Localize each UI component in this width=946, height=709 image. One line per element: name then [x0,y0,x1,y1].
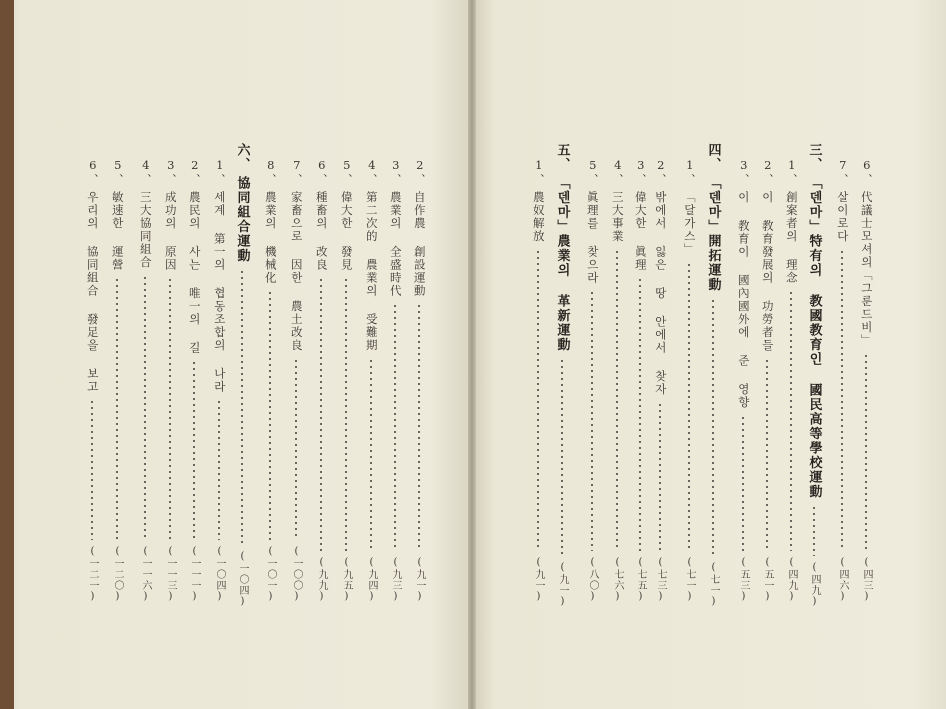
toc-entry [184,158,204,603]
toc-entry [832,158,852,603]
entry-number: 2、 [653,158,668,187]
entry-title: 眞理를 찾으라 [585,190,600,284]
dot-leader [370,358,372,552]
entry-title: 偉大한 發見 [339,190,354,271]
toc-entry [650,158,670,603]
toc-entry [781,158,801,603]
entry-title: 세계 第一의 협동조합의 나라 [212,190,227,393]
entry-title: 農業의 機械化 [263,190,278,284]
toc-entry [607,158,627,603]
entry-number: 6、 [85,158,100,187]
entry-page-number: (一一一) [189,546,200,603]
entry-title: 農業의 全盛時代 [388,190,403,297]
toc-section [803,143,825,608]
toc-entry [361,158,381,603]
entry-page-number: (四九) [786,557,797,603]
entry-number: 7、 [835,158,850,187]
entry-page-number: (一〇四) [214,546,225,603]
toc-section [231,143,253,608]
book-gutter [468,0,476,709]
entry-number: 6、 [314,158,329,187]
entry-page-number: (一〇四) [237,551,248,608]
entry-number: 5、 [339,158,354,187]
toc-entry [582,158,602,603]
dot-leader [688,262,690,552]
entry-title: 「덴마」特有의 教國教育인 國民高等學校運動 [806,176,822,499]
entry-title: 協同組合運動 [234,176,250,263]
entry-page-number: (四九) [809,562,820,608]
entry-number: 六、 [234,143,250,172]
entry-title: 이 教育이 國內國外에 준 영향 [736,190,751,409]
entry-number: 7、 [289,158,304,187]
entry-number: 2、 [760,158,775,187]
dot-leader [616,249,618,552]
entry-number: 5、 [110,158,125,187]
entry-page-number: (七六) [612,557,623,603]
entry-title: 種畜의 改良 [314,190,329,271]
left-page [0,0,472,709]
dot-leader [561,358,563,556]
toc-entry [385,158,405,603]
entry-title: 「달가스」 [682,190,697,256]
entry-page-number: (四三) [861,557,872,603]
dot-leader [742,415,744,552]
book-edge [0,0,14,709]
toc-entry [135,158,155,603]
dot-leader [116,277,118,540]
dot-leader [813,505,815,556]
entry-page-number: (九四) [366,557,377,603]
entry-title: 「덴마」開拓運動 [705,176,721,292]
entry-number: 4、 [364,158,379,187]
dot-leader [591,290,593,551]
entry-page-number: (一二〇) [112,546,123,603]
toc-entry [409,158,429,603]
entry-title: 代議士모셔의「그룬드비」 [859,190,874,347]
dot-leader [394,303,396,551]
entry-title: 成功의 原因 [163,190,178,271]
toc-section [702,143,724,608]
entry-number: 1、 [784,158,799,187]
dot-leader [320,277,322,551]
dot-leader [241,269,243,545]
entry-page-number: (九五) [341,557,352,603]
entry-number: 1、 [682,158,697,187]
entry-page-number: (五一) [762,557,773,603]
entry-title: 第二次的 農業의 受難期 [364,190,379,352]
entry-number: 四、 [705,143,721,172]
entry-title: 農民의 사는 唯一의 길 [187,190,202,354]
dot-leader [639,277,641,551]
entry-number: 3、 [163,158,178,187]
dot-leader [295,358,297,541]
entry-title: 이 教育發展의 功勞者들 [760,190,775,352]
entry-page-number: (一〇一) [265,546,276,603]
entry-page-number: (五三) [738,557,749,603]
dot-leader [537,249,539,552]
entry-page-number: (一二一) [87,546,98,603]
dot-leader [712,298,714,556]
dot-leader [345,277,347,551]
entry-number: 3、 [633,158,648,187]
entry-page-number: (七三) [655,557,666,603]
entry-number: 五、 [554,143,570,172]
toc-entry [336,158,356,603]
entry-page-number: (九三) [390,557,401,603]
entry-page-number: (一〇〇) [291,546,302,603]
entry-page-number: (九一) [414,557,425,603]
dot-leader [269,290,271,540]
entry-number: 8、 [263,158,278,187]
dot-leader [841,249,843,552]
entry-page-number: (一一三) [165,546,176,603]
entry-number: 4、 [610,158,625,187]
dot-leader [659,402,661,552]
entry-number: 1、 [212,158,227,187]
dot-leader [790,290,792,551]
entry-page-number: (四六) [837,557,848,603]
toc-entry [311,158,331,603]
entry-title: 三大事業 [610,190,625,243]
dot-leader [766,358,768,552]
toc-entry [260,158,280,603]
toc-section [551,143,573,608]
entry-title: 우리의 協同組合 發足을 보고 [85,190,100,393]
toc-entry [528,158,548,603]
entry-title: 自作農 創設運動 [412,190,427,297]
entry-number: 三、 [806,143,822,172]
entry-page-number: (七一) [684,557,695,603]
entry-page-number: (八〇) [587,557,598,603]
entry-title: 三大協同組合 [138,190,153,269]
toc-entry [82,158,102,603]
dot-leader [144,275,146,541]
dot-leader [91,399,93,540]
entry-number: 3、 [736,158,751,187]
entry-title: 敏速한 運營 [110,190,125,271]
entry-page-number: (一一六) [140,546,151,603]
entry-number: 2、 [187,158,202,187]
entry-number: 3、 [388,158,403,187]
dot-leader [418,303,420,551]
dot-leader [218,399,220,540]
entry-number: 2、 [412,158,427,187]
dot-leader [169,277,171,540]
entry-page-number: (九一) [557,562,568,608]
entry-title: 밖에서 잃은 땅 안에서 찾자 [653,190,668,396]
entry-title: 살이로다 [835,190,850,243]
entry-number: 6、 [859,158,874,187]
toc-entry [757,158,777,603]
entry-page-number: (七一) [708,562,719,608]
entry-title: 偉大한 眞理 [633,190,648,271]
toc-entry [733,158,753,603]
toc-entry [209,158,229,603]
entry-page-number: (九九) [316,557,327,603]
entry-title: 創案者의 理念 [784,190,799,284]
dot-leader [865,353,867,552]
toc-entry [107,158,127,603]
toc-entry [286,158,306,603]
entry-number: 5、 [585,158,600,187]
entry-page-number: (九一) [533,557,544,603]
right-page [472,0,946,709]
entry-title: 家畜으로 因한 農土改良 [289,190,304,352]
toc-entry [160,158,180,603]
entry-number: 1、 [531,158,546,187]
entry-title: 「덴마」農業의 革新運動 [554,176,570,352]
dot-leader [193,360,195,540]
toc-entry [630,158,650,603]
entry-number: 4、 [138,158,153,187]
toc-entry [679,158,699,603]
entry-title: 農奴解放 [531,190,546,243]
toc-entry [856,158,876,603]
entry-page-number: (七五) [635,557,646,603]
